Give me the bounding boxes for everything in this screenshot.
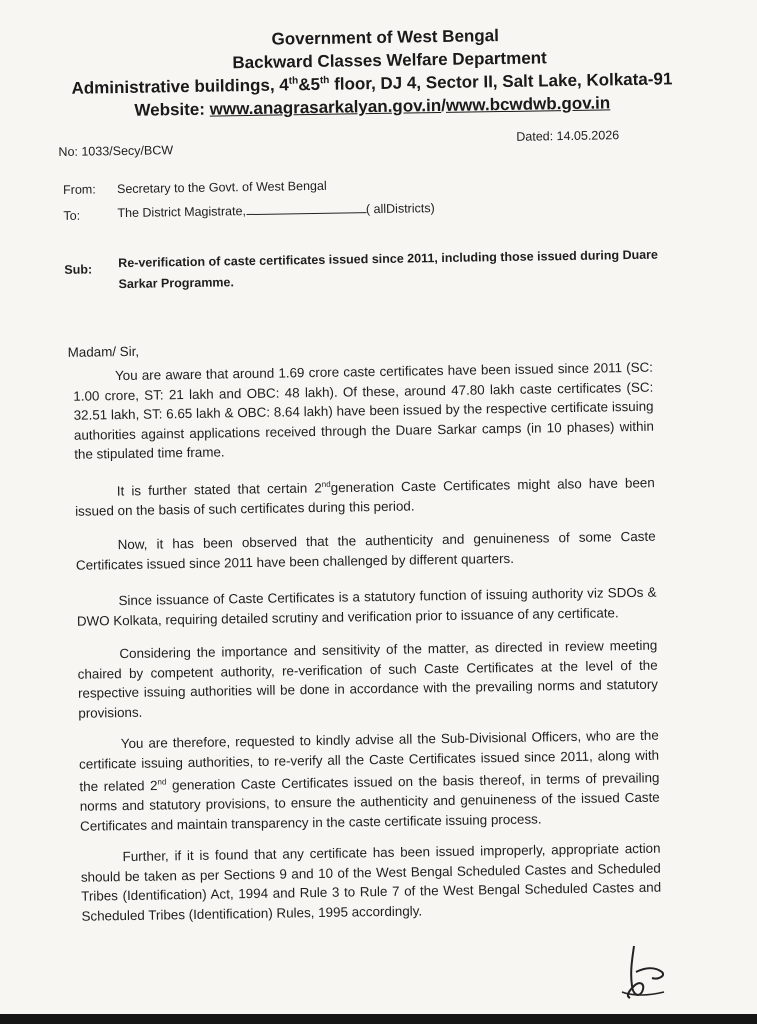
- address-part1: Administrative buildings, 4: [71, 75, 289, 98]
- body-paragraph-1: [73, 358, 654, 465]
- paragraph-2-text-a: It is further stated that certain 2: [116, 480, 322, 499]
- website-link-2[interactable]: www.bcwdwb.gov.in: [445, 93, 611, 115]
- website-separator: /: [440, 95, 447, 115]
- paragraph-2-text-b: generation Caste Certificates might also have been issued on the basis of such certificates during this period.: [75, 475, 655, 519]
- address-sup2: th: [319, 75, 330, 87]
- body-paragraph-4: [76, 583, 657, 631]
- paragraph-6-text-b: generation Caste Certificates issued on the basis thereof, in terms of prevailing norms and statutory provisions, to ensure the authenticity and genuineness of the issued Caste Certificates and maintain transparency in the caste certificate issuing process.: [79, 770, 660, 834]
- paragraph-4-text: Since issuance of Caste Certificates is a statutory function of issuing authority viz SDOs & DWO Kolkata, requiring detailed scrutiny and verification prior to issuance of any certificate.: [76, 584, 657, 629]
- address-sup1: th: [288, 75, 299, 87]
- memo-date: Dated: 14.05.2026: [516, 128, 620, 144]
- subject-line-2: Sarkar Programme.: [118, 275, 235, 292]
- to-recipient: The District Magistrate,: [117, 204, 247, 221]
- paragraph-3-text: Now, it has been observed that the authenticity and genuineness of some Caste Certificates issued since 2011 have been challenged by different quarters.: [75, 528, 656, 573]
- subject-line-1: Re-verification of caste certificates issued since 2011, including those issued during Duare: [118, 247, 659, 271]
- paragraph-6-text-a: You are therefore, requested to kindly advise all the Sub-Divisional Officers, who are the certificate issuing authorities, to re-verify all the Caste Certificates issued since 2011, along with the related 2: [78, 727, 660, 795]
- header-government: Government of West Bengal: [271, 26, 500, 49]
- memo-number: No: 1033/Secy/BCW: [58, 143, 174, 160]
- body-paragraph-6: [79, 726, 661, 837]
- website-label: Website:: [134, 99, 210, 120]
- body-paragraph-3: [76, 527, 657, 575]
- body-paragraph-5: [77, 636, 658, 723]
- body-paragraph-2: [75, 470, 656, 522]
- to-blank-line: [246, 202, 366, 215]
- from-value: Secretary to the Govt. of West Bengal: [116, 178, 327, 197]
- scan-bottom-edge: [0, 1014, 757, 1024]
- from-label: From:: [62, 182, 96, 197]
- paragraph-2-sup: nd: [321, 479, 331, 489]
- address-part2: floor, DJ 4, Sector II, Salt Lake, Kolkata-91: [329, 69, 673, 94]
- subject-label: Sub:: [64, 262, 93, 277]
- paragraph-7-text: Further, if it is found that any certificate has been issued improperly, appropriate action should be taken as per Sections 9 and 10 of the West Bengal Scheduled Castes and Scheduled Tribes (Identification) Act, 1994 and Rule 3 to Rule 7 of the West Bengal Scheduled Castes and Scheduled Tribes (Identification) Rules, 1995 accordingly.: [80, 840, 662, 924]
- address-amp: &5: [298, 74, 321, 95]
- salutation: Madam/ Sir,: [67, 343, 140, 360]
- paragraph-1-text: You are aware that around 1.69 crore caste certificates have been issued since 2011 (SC: 1.00 crore, ST: 21 lakh and OBC: 48 lakh). Of these, around 47.80 lakh caste certificates (SC: 32.51 lakh, ST: 6.65 lakh & OBC: 8.64 lakh) have been issued by the respective certificate issuing authorities against applications received through the Duare Sarkar camps (in 10 phases) within the stipulated time frame.: [73, 359, 654, 463]
- body-paragraph-7: [80, 839, 661, 926]
- header-department: Backward Classes Welfare Department: [232, 48, 547, 73]
- paragraph-6-sup: nd: [157, 777, 167, 787]
- to-value: [117, 201, 434, 220]
- signature-icon: [612, 942, 672, 1002]
- website-link-1[interactable]: www.anagrasarkalyan.gov.in: [209, 95, 442, 119]
- to-label: To:: [63, 208, 81, 223]
- to-suffix: ( allDistricts): [365, 201, 435, 217]
- paragraph-5-text: Considering the importance and sensitivity of the matter, as directed in review meeting chaired by competent authority, re-verification of such Caste Certificates at the level of the respective issuing authorities will be done in accordance with the prevailing norms and statutory provisions.: [77, 637, 659, 721]
